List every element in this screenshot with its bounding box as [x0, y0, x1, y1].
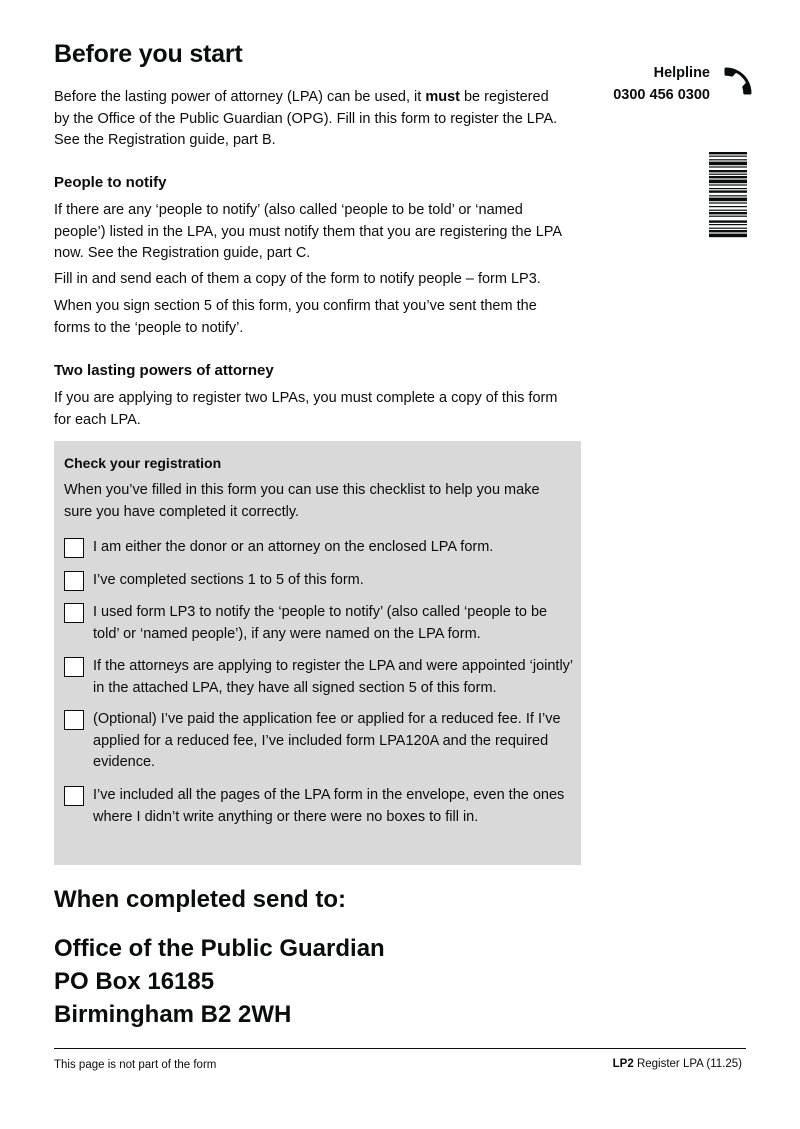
page-title: Before you start [54, 40, 243, 68]
barcode-bar [709, 152, 747, 154]
checklist-item-label: I’ve included all the pages of the LPA form in the envelope, even the ones where I didn’t write anything or there were no boxes to fill in. [93, 787, 565, 825]
intro-text-end: be registered by the Office of the Public Guardian (OPG). Fill in this form to register the LPA. See the Registration guide, part B. [54, 89, 558, 148]
two-lpas-text: If you are applying to register two LPAs, you must complete a copy of this form for each LPA. [54, 390, 558, 428]
send-to-heading: When completed send to: [54, 886, 347, 913]
helpline-label: Helpline [653, 65, 710, 81]
barcode-bar [709, 234, 747, 238]
checkbox[interactable] [64, 603, 84, 623]
checklist-intro: When you’ve filled in this form you can use this checklist to help you make sure you have completed it correctly. [64, 482, 540, 520]
two-lpas-heading: Two lasting powers of attorney [54, 362, 274, 379]
people-to-notify-paragraph-1: If there are any ‘people to notify’ (also called ‘people to be told’ or ‘named people’) listed in the LPA, you must notify them that you are registering the LPA now. See the Registration guide, part C. [54, 202, 562, 261]
address-line: Birmingham B2 2WH [54, 1001, 292, 1028]
footer-form-name: Register LPA (11.25) [633, 1058, 742, 1070]
helpline-number: 0300 456 0300 [613, 87, 710, 103]
barcode-bar [709, 188, 747, 189]
barcode-bar [709, 156, 747, 157]
people-to-notify-paragraph-2: Fill in and send each of them a copy of the form to notify people – form LP3. [54, 271, 541, 287]
barcode-bar [709, 170, 747, 172]
checkbox[interactable] [64, 786, 84, 806]
barcode-bar [709, 176, 747, 178]
footer-form-code: LP2 [612, 1058, 634, 1070]
helpline [613, 62, 710, 106]
barcode-bar [709, 210, 747, 211]
checklist-item-label: If the attorneys are applying to register the LPA and were appointed ‘jointly’ in the attached LPA, they have all signed section 5 of this form. [93, 658, 573, 696]
barcode-bar [709, 195, 747, 196]
checklist-item-label: I used form LP3 to notify the ‘people to notify’ (also called ‘people to be told’ or ‘named people’), if any were named on the LPA form. [93, 604, 548, 642]
barcode-bar [709, 174, 747, 175]
checkbox[interactable] [64, 571, 84, 591]
barcode-bar [709, 166, 747, 167]
barcode-bar [709, 198, 747, 202]
intro-paragraph [54, 87, 564, 152]
barcode-icon [709, 152, 747, 266]
barcode-bar [709, 216, 747, 217]
barcode-bar [709, 206, 747, 207]
barcode-bar [709, 230, 747, 232]
barcode-bar [709, 180, 747, 184]
checklist-panel [54, 441, 581, 865]
barcode-bar [709, 202, 747, 203]
barcode-bar [709, 159, 747, 160]
checklist-item-label: I’ve completed sections 1 to 5 of this form. [93, 572, 364, 588]
people-to-notify-paragraph-3: When you sign section 5 of this form, you confirm that you’ve sent them the forms to the ‘people to notify’. [54, 298, 537, 336]
postal-address [54, 932, 385, 1031]
footer-divider [54, 1048, 746, 1049]
checkbox[interactable] [64, 538, 84, 558]
address-line: Office of the Public Guardian [54, 935, 385, 962]
barcode-bar [709, 184, 747, 185]
checklist-item-label: I am either the donor or an attorney on the enclosed LPA form. [93, 539, 494, 555]
checklist-item-label: (Optional) I’ve paid the application fee or applied for a reduced fee. If I’ve applied for a reduced fee, I’ve included form LPA120A and the required evidence. [93, 711, 561, 770]
barcode-bar [709, 212, 747, 214]
barcode-bar [709, 220, 747, 222]
barcode-bar [709, 228, 747, 229]
people-to-notify-heading: People to notify [54, 174, 167, 191]
intro-text-bold: must [425, 89, 460, 105]
address-line: PO Box 16185 [54, 968, 215, 995]
intro-text-start: Before the lasting power of attorney (LPA) can be used, it [54, 89, 426, 105]
checkbox[interactable] [64, 710, 84, 730]
barcode-bar [709, 162, 747, 166]
checkbox[interactable] [64, 657, 84, 677]
barcode-bar [709, 190, 747, 192]
footer-note: This page is not part of the form [54, 1059, 217, 1071]
phone-icon [720, 63, 756, 99]
checklist-heading: Check your registration [64, 455, 222, 471]
barcode-bar [709, 224, 747, 225]
footer-form-reference [613, 1058, 742, 1070]
